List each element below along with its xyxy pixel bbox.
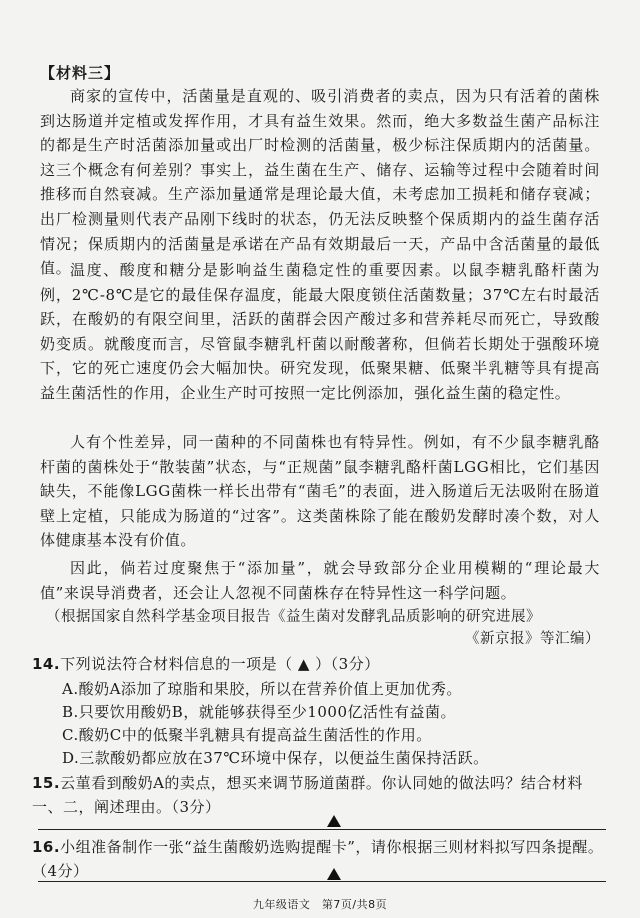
question-stem: 下列说法符合材料信息的一项是（ ▲ ）（3分） <box>60 655 380 673</box>
question-15 <box>32 771 607 819</box>
material-paragraph-2: 温度、酸度和糖分是影响益生菌稳定性的重要因素。以鼠李糖乳酪杆菌为例，2℃-8℃是它的最佳保存温度，能最大限度锁住活菌数量；37℃左右时最活跃，在酸奶的有限空间里，活跃的菌群会因产酸过多和营养耗尽而死亡，导致酸奶变质。就酸度而言，尽管鼠李糖乳杆菌以耐酸著称，但倘若长期处于强酸环境下，它的死亡速度仍会大幅加快。研究发现，低聚果糖、低聚半乳糖等具有提高益生菌活性的作用，企业生产时可按照一定比例添加，强化益生菌的稳定性。 <box>40 261 600 402</box>
answer-triangle-icon <box>327 868 341 880</box>
answer-triangle-icon <box>327 815 341 827</box>
option-b: B.只要饮用酸奶B，就能够获得至少1000亿活性有益菌。 <box>62 703 456 721</box>
material-paragraph-3: 人有个性差异，同一菌种的不同菌株也有特异性。例如，有不少鼠李糖乳酪杆菌的菌株处于“散装菌”状态，与“正规菌”鼠李糖乳酪杆菌LGG相比，它们基因缺失，不能像LGG菌株一样长出带有“菌毛”的表面，进入肠道后无法吸附在肠道壁上定植，只能成为肠道的“过客”。这类菌株除了能在酸奶发酵时凑个数，对人体健康基本没有价值。 <box>40 433 600 550</box>
material-header: 【材料三】 <box>40 64 121 82</box>
material-paragraph-1: 商家的宣传中，活菌量是直观的、吸引消费者的卖点，因为只有活着的菌株到达肠道并定植或发挥作用，才具有益生效果。然而，绝大多数益生菌产品标注的都是生产时活菌添加量或出厂时检测的活菌量，极少标注保质期内的活菌量。这三个概念有何差别？事实上，益生菌在生产、储存、运输等过程中会随着时间推移而自然衰减。生产添加量通常是理论最大值，未考虑加工损耗和储存衰减；出厂检测量则代表产品刚下线时的状态，仍无法反映整个保质期内的益生菌存活情况；保质期内的活菌量是承诺在产品有效期最后一天，产品中含活菌量的最低值。 <box>40 87 600 278</box>
question-number: 15. <box>32 774 61 792</box>
question-stem: 小组准备制作一张“益生菌酸奶选购提醒卡”，请你根据三则材料拟写四条提醒。（4分） <box>32 838 604 880</box>
question-stem: 云菫看到酸奶A的卖点，想买来调节肠道菌群。你认同她的做法吗？结合材料一、二，阐述理由。（3分） <box>32 774 583 816</box>
question-14 <box>32 652 607 676</box>
question-16 <box>32 835 607 883</box>
answer-line[interactable] <box>38 881 606 882</box>
option-a: A.酸奶A添加了琼脂和果胶，所以在营养价值上更加优秀。 <box>62 680 462 698</box>
material-paragraph-4: 因此，倘若过度聚焦于“添加量”，就会导致部分企业用模糊的“理论最大值”来误导消费者，还会让人忽视不同菌株存在特异性这一科学问题。 <box>40 559 600 602</box>
citation-line-2: 《新京报》等汇编） <box>465 631 600 647</box>
citation-line-1: （根据国家自然科学基金项目报告《益生菌对发酵乳品质影响的研究进展》 <box>46 609 541 625</box>
answer-line[interactable] <box>38 829 606 830</box>
option-c: C.酸奶C中的低聚半乳糖具有提高益生菌活性的作用。 <box>62 726 432 744</box>
option-d: D.三款酸奶都应放在37℃环境中保存，以便益生菌保持活跃。 <box>62 749 489 767</box>
question-number: 16. <box>32 838 61 856</box>
page-footer: 九年级语文 第7页/共8页 <box>252 898 388 911</box>
question-number: 14. <box>32 655 61 673</box>
